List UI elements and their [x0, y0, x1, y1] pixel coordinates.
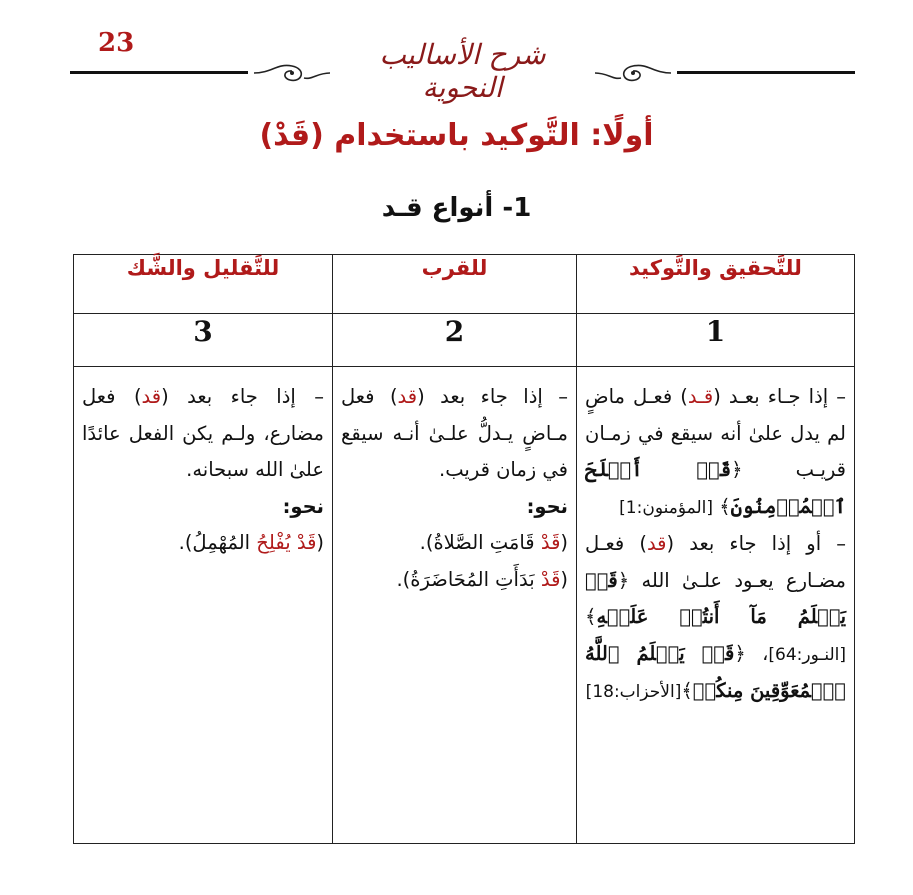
table-body-row	[74, 367, 855, 844]
text: (	[316, 531, 324, 554]
column-number: 3	[74, 314, 333, 367]
qad-types-table	[73, 254, 855, 844]
table-header-row	[74, 255, 855, 314]
verse-reference: [النـور:64]	[768, 644, 847, 665]
text: (	[560, 567, 568, 591]
example-line	[341, 525, 568, 562]
quran-verse-highlight: قَدۡ يَعۡلَمُ	[585, 568, 846, 628]
text: – إذا جاء بعد (	[161, 385, 324, 408]
text: ) فعـل مضـارع يعـود علـىٰ الله ﴿	[585, 532, 846, 592]
qad-word: قد	[141, 385, 162, 408]
qad-word: قد	[397, 385, 418, 408]
text: (	[560, 531, 568, 554]
column-heading: للتَّقليل والشَّك	[74, 255, 333, 314]
verse-reference: [الأحزاب:18]	[585, 682, 682, 702]
column-heading: للقرب	[333, 255, 577, 314]
cell-proximity	[333, 367, 577, 844]
example-line	[82, 525, 324, 562]
header-rule-right	[677, 71, 855, 74]
sub-heading: 1- أنواع قـد	[381, 193, 532, 223]
cell-uncertainty	[74, 367, 333, 844]
text: قَامَتِ الصَّلاةُ).	[419, 531, 541, 554]
quran-verse-highlight: قَدۡ يَعۡلَمُ	[636, 641, 735, 665]
column-number: 2	[333, 314, 577, 367]
example-label: نحو:	[282, 494, 324, 518]
text: ﴾	[681, 679, 693, 702]
example-line	[341, 562, 568, 599]
header-rule-left	[70, 71, 248, 74]
qad-word: قَدْ	[540, 567, 561, 591]
qad-word: قَدْ يُفْلِحُ	[256, 531, 317, 554]
text: المُهْمِلُ).	[178, 531, 257, 554]
text: – أو إذا جاء بعد (	[666, 532, 846, 555]
text: ﴾	[713, 494, 731, 518]
column-heading: للتَّحقيق والتَّوكيد	[577, 255, 855, 314]
text: ) فعل مضارع، ولـم يكن الفعل عائدًا علىٰ الله سبحانه.	[82, 385, 324, 481]
ornament-right-icon	[593, 58, 673, 88]
column-number: 1	[577, 314, 855, 367]
book-title: شرح الأساليب النحوية	[379, 38, 546, 104]
text: ﴾	[585, 605, 597, 628]
quran-verse: مَآ أَنتُمۡ عَلَيۡهِ	[596, 605, 798, 628]
text: – إذا جاء بعد (	[417, 385, 568, 408]
page-number: 23	[98, 28, 135, 58]
section-title: أولًا: التَّوكيد باستخدام (قَدْ)	[259, 118, 654, 153]
page-header	[70, 20, 855, 104]
rule-paragraph	[585, 526, 846, 711]
table-number-row	[74, 314, 855, 367]
qad-word: قـد	[687, 385, 714, 408]
qad-word: قَدْ	[540, 531, 561, 554]
rule-paragraph	[82, 379, 324, 489]
text: ، ﴿	[734, 641, 769, 665]
quran-verse: ٱللَّهُ ٱلۡمُعَوِّقِينَ مِنكُمۡ	[585, 641, 846, 702]
text: ) فعـل ماضٍ لم يدل علىٰ أنه سيقع في زمـان قريـب ﴿	[585, 385, 846, 481]
text: بَدَأَتِ المُحَاضَرَةُ).	[396, 567, 541, 591]
cell-verification	[577, 367, 855, 844]
example-label: نحو:	[526, 494, 568, 518]
quran-verse: قَدۡ أَفۡلَحَ ٱلۡمُؤۡمِنُونَ	[585, 458, 846, 518]
qad-word: قد	[646, 532, 667, 555]
ornament-left-icon	[252, 58, 332, 88]
rule-paragraph	[341, 379, 568, 489]
text: – إذا جـاء بعـد (	[713, 385, 846, 408]
text: ) فعل مـاضٍ يـدلُّ علـىٰ أنـه سيقع في زمان قريب.	[341, 385, 568, 481]
rule-paragraph	[585, 379, 846, 526]
verse-reference: [المؤمنون:1]	[619, 497, 713, 518]
